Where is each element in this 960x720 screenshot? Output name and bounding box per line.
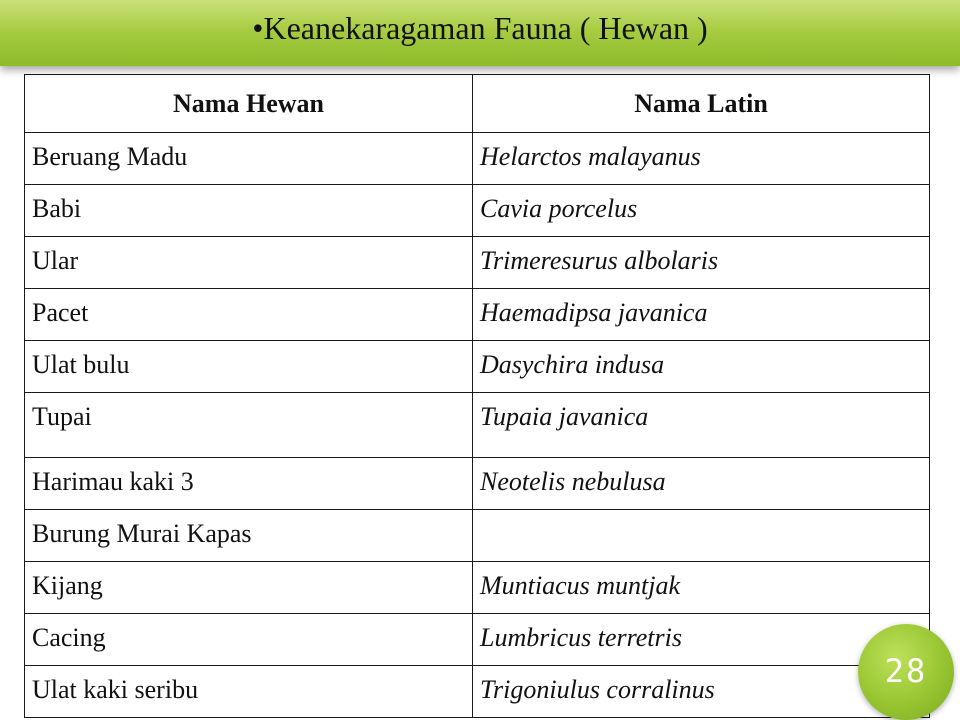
cell-nama-latin: Dasychira indusa xyxy=(473,341,930,393)
cell-nama-hewan: Ulat bulu xyxy=(25,341,473,393)
table-row xyxy=(25,341,930,393)
cell-nama-latin: Helarctos malayanus xyxy=(473,133,930,185)
cell-nama-hewan: Burung Murai Kapas xyxy=(25,510,473,562)
table-row xyxy=(25,133,930,185)
table-row xyxy=(25,289,930,341)
table-row xyxy=(25,614,930,666)
table-row xyxy=(25,237,930,289)
table-row xyxy=(25,510,930,562)
cell-nama-hewan: Ular xyxy=(25,237,473,289)
table-row xyxy=(25,562,930,614)
cell-nama-latin: Tupaia javanica xyxy=(473,393,930,458)
table-row xyxy=(25,458,930,510)
table-row xyxy=(25,393,930,458)
cell-nama-latin: Trimeresurus albolaris xyxy=(473,237,930,289)
cell-nama-latin: Cavia porcelus xyxy=(473,185,930,237)
table-header-row xyxy=(25,75,930,133)
table-row xyxy=(25,666,930,718)
cell-nama-latin: Lumbricus terretris xyxy=(473,614,930,666)
fauna-table-container xyxy=(24,74,929,718)
cell-nama-hewan: Pacet xyxy=(25,289,473,341)
cell-nama-latin: Haemadipsa javanica xyxy=(473,289,930,341)
cell-nama-hewan: Harimau kaki 3 xyxy=(25,458,473,510)
cell-nama-hewan: Ulat kaki seribu xyxy=(25,666,473,718)
page-number-badge xyxy=(858,624,954,720)
cell-nama-latin xyxy=(473,510,930,562)
cell-nama-latin: Muntiacus muntjak xyxy=(473,562,930,614)
cell-nama-latin: Neotelis nebulusa xyxy=(473,458,930,510)
cell-nama-latin: Trigoniulus corralinus xyxy=(473,666,930,718)
column-header-nama-hewan: Nama Hewan xyxy=(25,75,473,133)
cell-nama-hewan: Tupai xyxy=(25,393,473,458)
cell-nama-hewan: Kijang xyxy=(25,562,473,614)
page-number: 28 xyxy=(884,652,928,690)
column-header-nama-latin: Nama Latin xyxy=(473,75,930,133)
fauna-table xyxy=(24,74,930,718)
slide-title: •Keanekaragaman Fauna ( Hewan ) xyxy=(252,10,708,46)
cell-nama-hewan: Beruang Madu xyxy=(25,133,473,185)
cell-nama-hewan: Cacing xyxy=(25,614,473,666)
cell-nama-hewan: Babi xyxy=(25,185,473,237)
table-row xyxy=(25,185,930,237)
title-bar xyxy=(0,0,960,66)
